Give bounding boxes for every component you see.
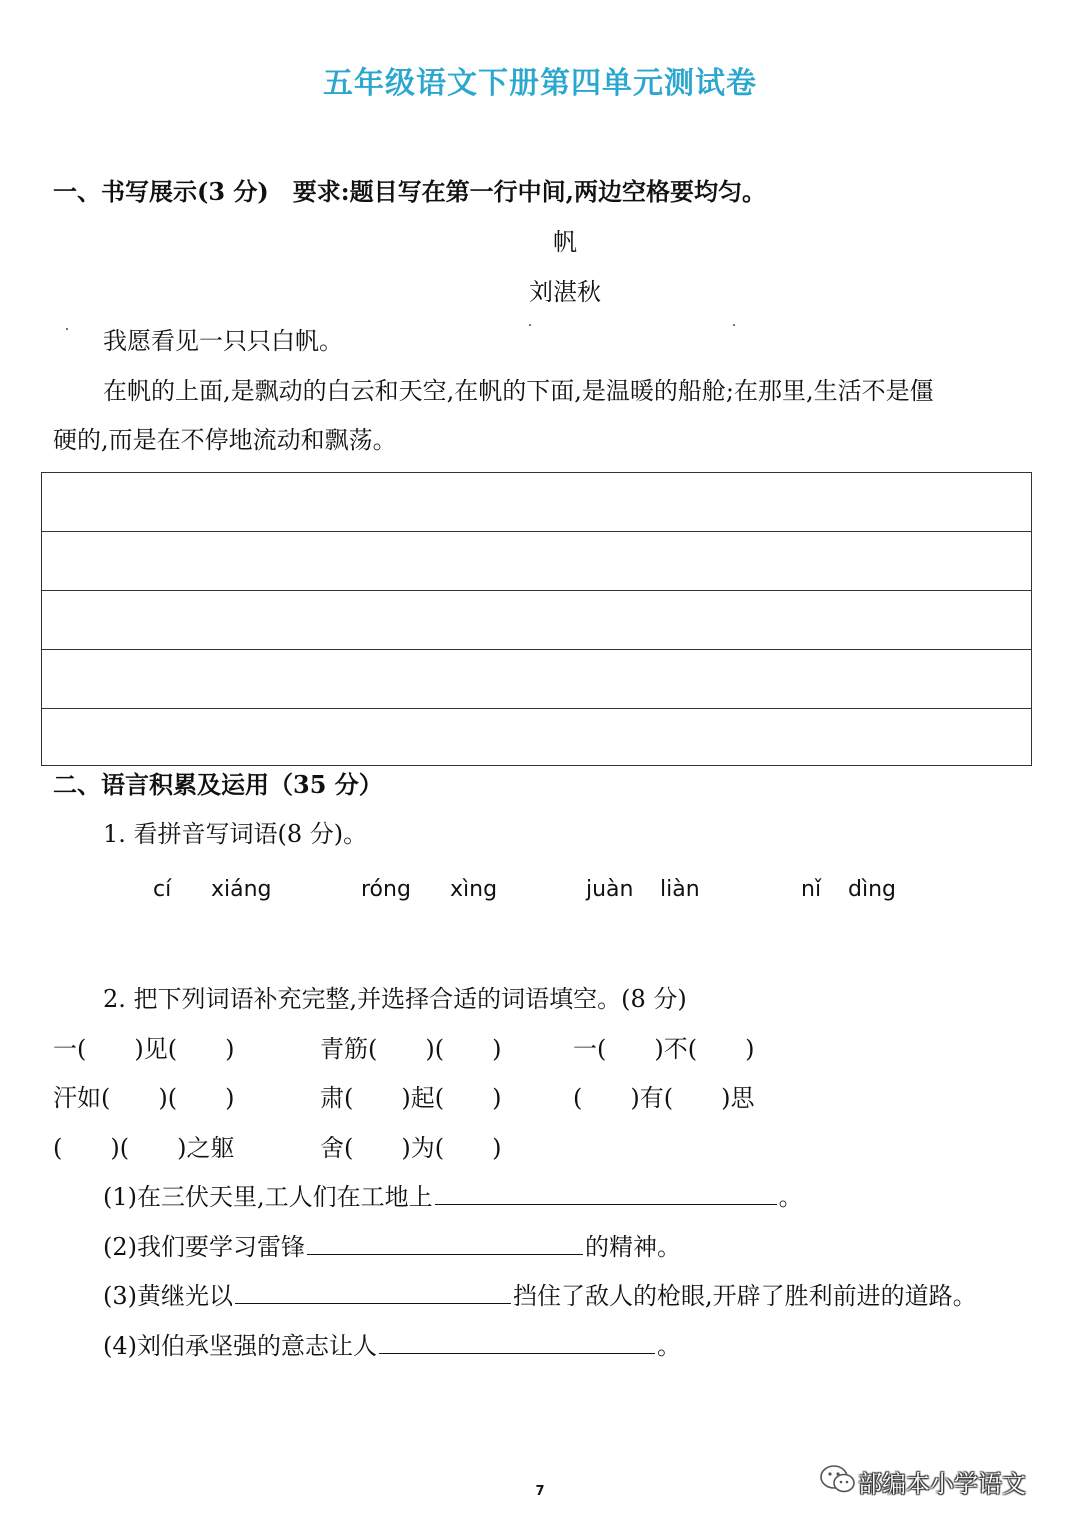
pinyin-syllable: róng <box>361 877 411 902</box>
answer-blank[interactable] <box>235 1281 511 1304</box>
pinyin-syllable: dìng <box>848 877 896 902</box>
page-title: 五年级语文下册第四单元测试卷 <box>323 66 757 101</box>
scan-dot <box>66 328 68 330</box>
idiom-item[interactable]: 一( )不( ) <box>573 1035 755 1063</box>
scan-dot <box>529 324 531 326</box>
fill-sentence-2 <box>103 1232 681 1262</box>
section2-heading: 二、语言积累及运用（35 分） <box>53 770 383 799</box>
sentence-text: 的精神。 <box>585 1233 681 1261</box>
idiom-item[interactable]: 一( )见( ) <box>53 1035 235 1063</box>
sentence-text: (4)刘伯承坚强的意志让人 <box>103 1332 377 1360</box>
poem-paragraph-2-line-2: 硬的,而是在不停地流动和飘荡。 <box>53 426 397 454</box>
pinyin-syllable: juàn <box>586 877 634 902</box>
fill-sentence-3 <box>103 1281 977 1311</box>
pinyin-syllable: cí <box>153 877 172 902</box>
watermark-text: 部编本小学语文 <box>858 1470 1026 1498</box>
sentence-text: 。 <box>778 1183 803 1211</box>
answer-blank[interactable] <box>379 1331 655 1354</box>
fill-sentence-4 <box>103 1331 681 1361</box>
idiom-item[interactable]: 汗如( )( ) <box>53 1084 235 1112</box>
answer-blank[interactable] <box>435 1182 777 1205</box>
fill-sentence-1 <box>103 1182 803 1212</box>
page-number: 7 <box>535 1484 545 1499</box>
sentence-text: (1)在三伏天里,工人们在工地上 <box>103 1183 433 1211</box>
idiom-item[interactable]: ( )( )之躯 <box>53 1134 235 1162</box>
q1-prompt: 1. 看拼音写词语(8 分)。 <box>103 820 368 848</box>
writing-box[interactable] <box>41 472 1032 766</box>
idiom-item[interactable]: 青筋( )( ) <box>320 1035 502 1063</box>
sentence-text: 。 <box>657 1332 681 1360</box>
scan-dot <box>733 324 735 326</box>
writing-row-divider <box>42 531 1031 532</box>
wechat-icon <box>818 1462 858 1496</box>
writing-row-divider <box>42 590 1031 591</box>
writing-row-divider <box>42 708 1031 709</box>
section1-heading: 一、书写展示(3 分) 要求:题目写在第一行中间,两边空格要均匀。 <box>53 177 766 206</box>
sentence-text: 挡住了敌人的枪眼,开辟了胜利前进的道路。 <box>513 1282 977 1310</box>
pinyin-syllable: nǐ <box>801 877 822 902</box>
pinyin-syllable: xìng <box>450 877 498 902</box>
poem-title: 帆 <box>553 228 577 256</box>
sentence-text: (3)黄继光以 <box>103 1282 233 1310</box>
idiom-item[interactable]: ( )有( )思 <box>573 1084 755 1112</box>
pinyin-syllable: liàn <box>660 877 700 902</box>
q2-prompt: 2. 把下列词语补充完整,并选择合适的词语填空。(8 分) <box>103 985 687 1013</box>
poem-paragraph-2-line-1: 在帆的上面,是飘动的白云和天空,在帆的下面,是温暖的船舱;在那里,生活不是僵 <box>103 377 934 405</box>
idiom-item[interactable]: 舍( )为( ) <box>320 1134 502 1162</box>
answer-blank[interactable] <box>307 1232 583 1255</box>
poem-paragraph-1: 我愿看见一只只白帆。 <box>103 327 343 355</box>
sentence-text: (2)我们要学习雷锋 <box>103 1233 305 1261</box>
writing-row-divider <box>42 649 1031 650</box>
idiom-item[interactable]: 肃( )起( ) <box>320 1084 502 1112</box>
pinyin-syllable: xiáng <box>211 877 272 902</box>
poem-author: 刘湛秋 <box>529 278 601 306</box>
